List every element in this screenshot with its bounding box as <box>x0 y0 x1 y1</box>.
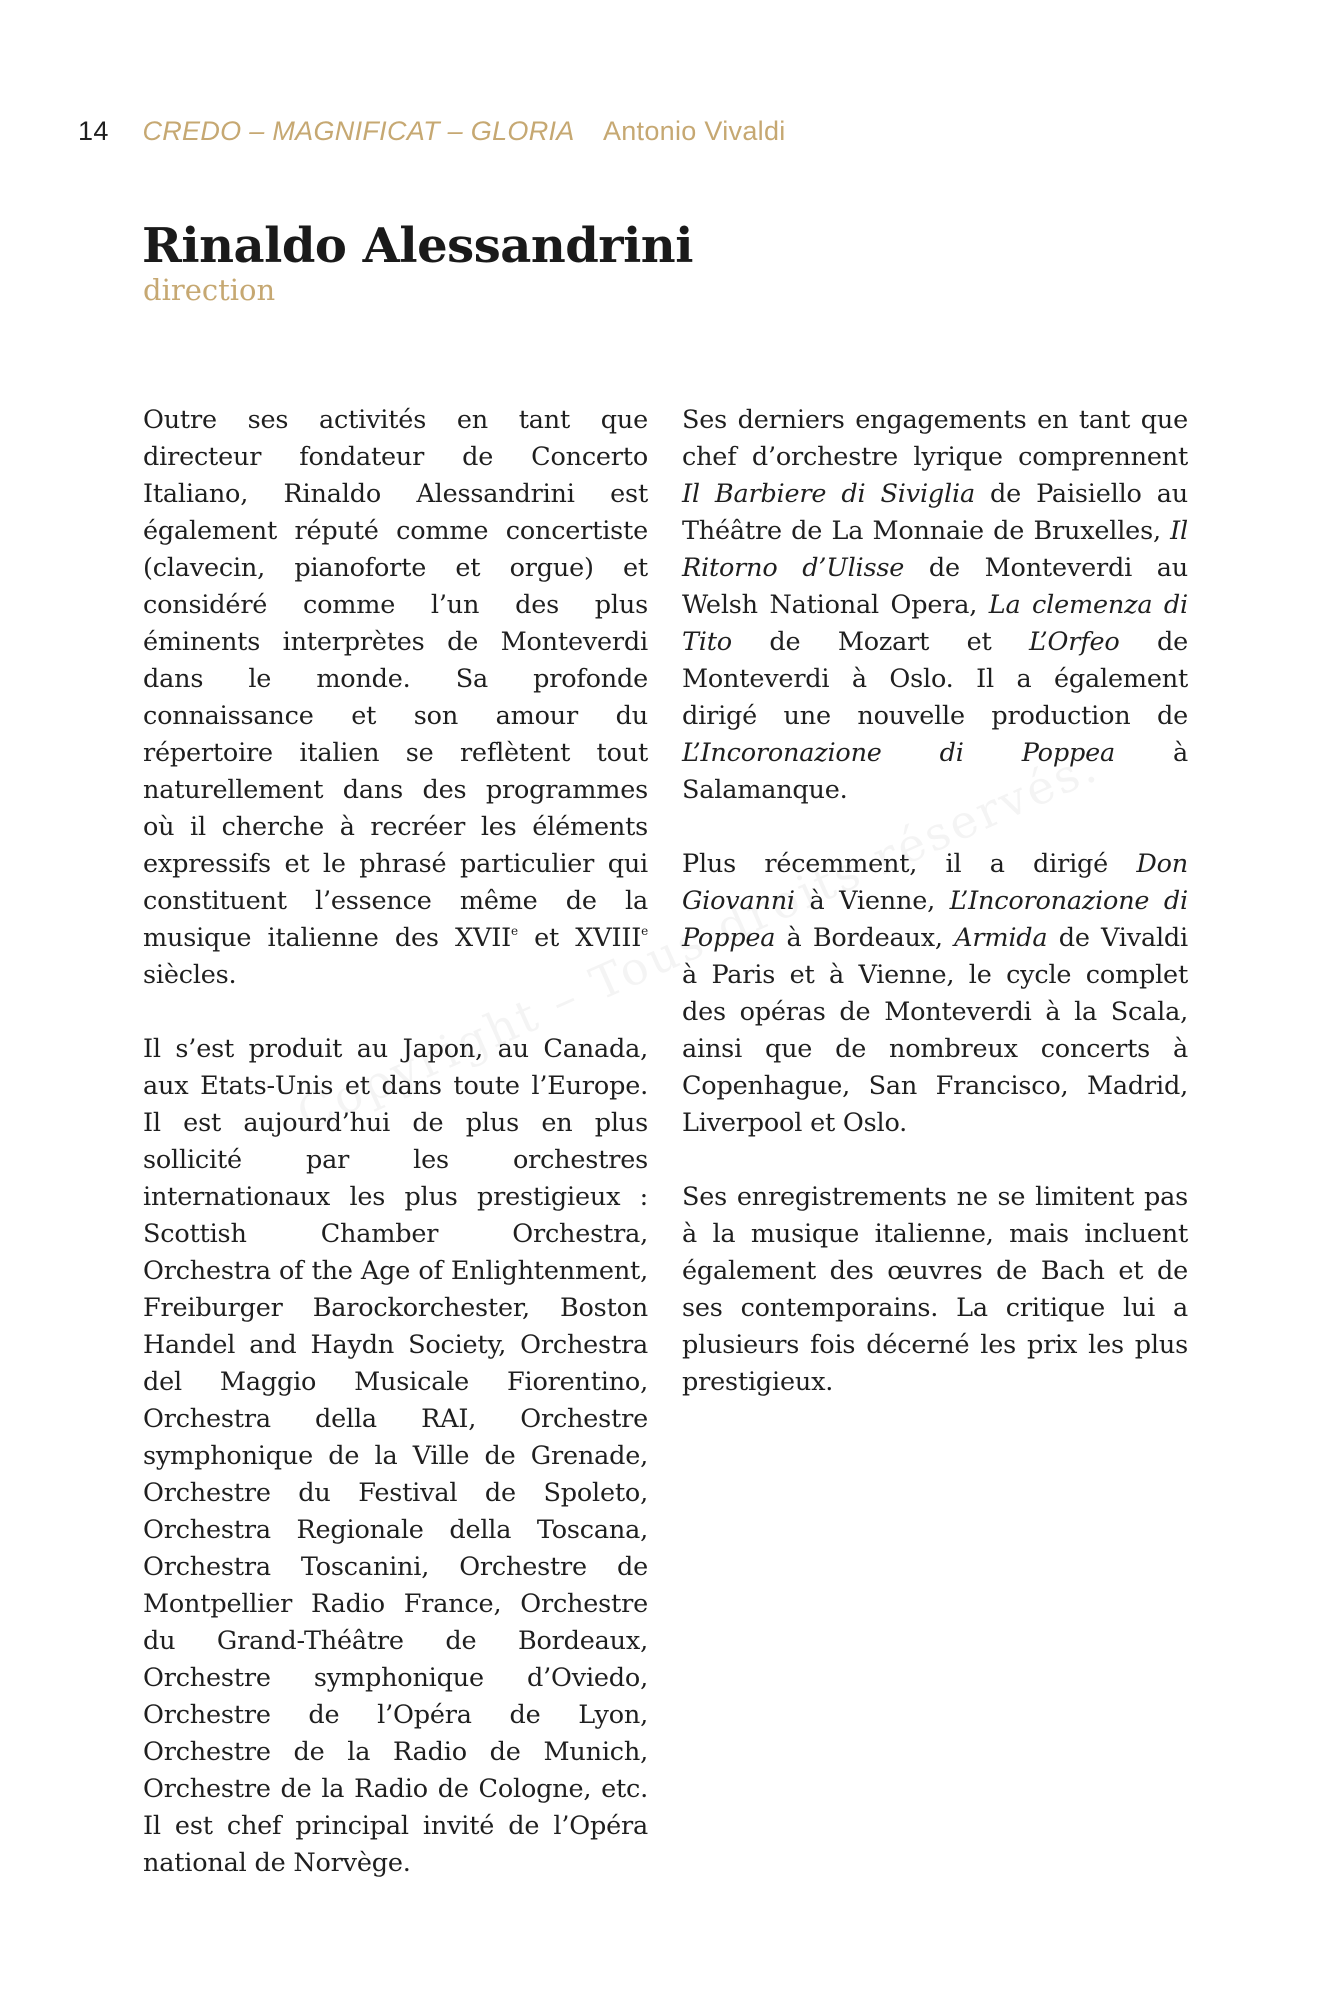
biography-right-column <box>682 402 1188 1401</box>
text-run: à Vienne, <box>794 886 950 916</box>
artist-role: direction <box>143 273 276 307</box>
biography-left-column <box>143 402 648 1882</box>
opera-title: Il Ritorno d’Ulisse <box>682 516 1188 583</box>
text-run: de Paisiello au Théâtre de La Monnaie de Bruxelles, <box>682 479 1188 546</box>
bio-p1-text-b: et XVIII <box>517 923 642 953</box>
text-run: à Salamanque. <box>682 738 1188 805</box>
page-number: 14 <box>78 116 109 146</box>
opera-title: Il Barbiere di Siviglia <box>682 479 975 509</box>
text-run: de Vivaldi à Paris et à Vienne, le cycle complet des opéras de Monteverdi à la Scala, ainsi que de nombreux concerts à Copenhague, San Francisco, Madrid, Liverpool et Oslo. <box>682 923 1189 1138</box>
text-run: Ses derniers engagements en tant que chef d’orchestre lyrique comprennent <box>682 405 1188 472</box>
opera-title: Armida <box>954 923 1048 953</box>
text-run: de Monteverdi au Welsh National Opera, <box>682 553 1188 620</box>
opera-title: La clemenza di Tito <box>682 590 1188 657</box>
bio-paragraph-4 <box>682 846 1188 1142</box>
bio-paragraph-3 <box>682 402 1188 809</box>
artist-name: Rinaldo Alessandrini <box>142 218 693 274</box>
text-run: à Bordeaux, <box>775 923 955 953</box>
bio-paragraph-5: Ses enregistrements ne se limitent pas à la musique italienne, mais incluent également des œuvres de Bach et de ses contemporains. La critique lui a plusieurs fois décerné les prix les plus prestigieux. <box>682 1182 1188 1397</box>
bio-paragraph-2: Il s’est produit au Japon, au Canada, aux Etats-Unis et dans toute l’Europe. Il est aujourd’hui de plus en plus sollicité par les orchestres internationaux les plus prestigieux : Scottish Chamber Orchestra, Orchestra of the Age of Enlightenment, Freiburger Barockorchester, Boston Handel and Haydn Society, Orchestra del Maggio Musicale Fiorentino, Orchestra della RAI, Orchestre symphonique de la Ville de Grenade, Orchestre du Festival de Spoleto, Orchestra Regionale della Toscana, Orchestra Toscanini, Orchestre de Montpellier Radio France, Orchestre du Grand-Théâtre de Bordeaux, Orchestre symphonique d’Oviedo, Orchestre de l’Opéra de Lyon, Orchestre de la Radio de Munich, Orchestre de la Radio de Cologne, etc. Il est chef principal invité de l’Opéra national de Norvège. <box>143 1034 648 1878</box>
text-run: de Monteverdi à Oslo. Il a également dirigé une nouvelle production de <box>682 627 1189 731</box>
text-run: Plus récemment, il a dirigé <box>682 849 1137 879</box>
text-run: de Mozart et <box>731 627 1030 657</box>
opera-title: L’Orfeo <box>1029 627 1120 657</box>
opera-title: L’Incoronazione di Poppea <box>682 738 1115 768</box>
opera-title: L’Incoronazione di Poppea <box>682 886 1189 953</box>
bio-paragraph-1 <box>143 402 648 994</box>
running-header <box>78 116 786 147</box>
work-title: CREDO – MAGNIFICAT – GLORIA <box>142 116 575 146</box>
composer-name: Antonio Vivaldi <box>602 116 786 146</box>
century-superscript: e <box>641 924 648 938</box>
bio-p1-text-a: Outre ses activités en tant que directeur fondateur de Concerto Italiano, Rinaldo Alessandrini est également réputé comme concertiste (clavecin, pianoforte et orgue) et considéré comme l’un des plus éminents interprètes de Monteverdi dans le monde. Sa profonde connaissance et son amour du répertoire italien se reflètent tout naturellement dans des programmes où il cherche à recréer les éléments expressifs et le phrasé particulier qui constituent l’essence même de la musique italienne des XVII <box>143 405 648 953</box>
bio-p1-text-c: siècles. <box>143 960 237 990</box>
opera-title: Don Giovanni <box>682 849 1188 916</box>
century-superscript: e <box>510 924 518 938</box>
